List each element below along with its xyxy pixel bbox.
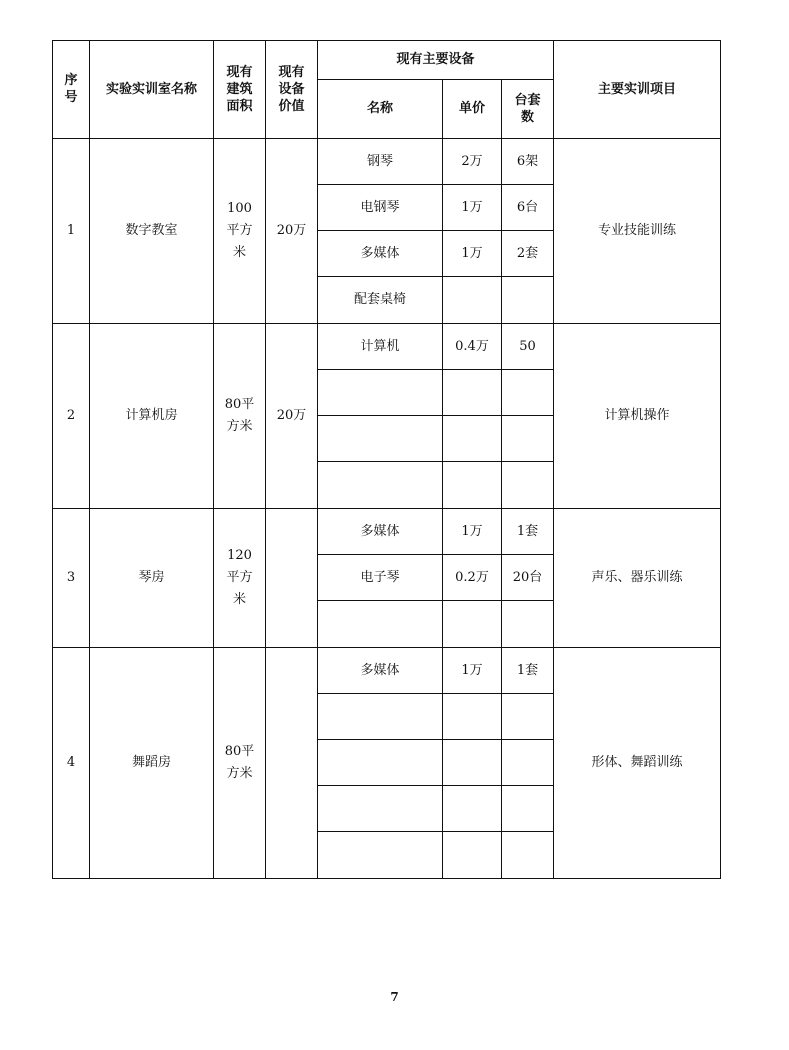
equipment-price — [443, 832, 502, 879]
equipment-price — [443, 601, 502, 648]
row-seq: 4 — [53, 648, 90, 879]
equipment-count — [502, 416, 554, 462]
equipment-count — [502, 786, 554, 832]
equipment-price: 0.2万 — [443, 555, 502, 601]
equipment-count: 1套 — [502, 648, 554, 694]
equipment-price — [443, 462, 502, 509]
equipment-count: 20台 — [502, 555, 554, 601]
equipment-price — [443, 370, 502, 416]
equipment-count — [502, 277, 554, 324]
equipment-count — [502, 370, 554, 416]
header-seq: 序号 — [53, 41, 90, 139]
header-value: 现有设备价值 — [266, 41, 318, 139]
row-room-name: 计算机房 — [90, 324, 214, 509]
header-area: 现有建筑面积 — [214, 41, 266, 139]
equipment-price — [443, 416, 502, 462]
equipment-count — [502, 462, 554, 509]
equipment-price: 1万 — [443, 509, 502, 555]
row-project: 声乐、器乐训练 — [554, 509, 721, 648]
row-value: 20万 — [266, 139, 318, 324]
equipment-name: 多媒体 — [318, 509, 443, 555]
equipment-name: 多媒体 — [318, 231, 443, 277]
row-area: 120平方米 — [214, 509, 266, 648]
row-project: 专业技能训练 — [554, 139, 721, 324]
equipment-name: 多媒体 — [318, 648, 443, 694]
row-area: 80平方米 — [214, 324, 266, 509]
row-area: 100平方米 — [214, 139, 266, 324]
equipment-name — [318, 786, 443, 832]
table-row — [53, 324, 721, 370]
table-row — [53, 648, 721, 694]
equipment-price — [443, 277, 502, 324]
equipment-price — [443, 694, 502, 740]
equipment-count — [502, 694, 554, 740]
equipment-name — [318, 740, 443, 786]
equipment-name — [318, 462, 443, 509]
equipment-count: 50 — [502, 324, 554, 370]
equipment-count: 2套 — [502, 231, 554, 277]
equipment-count — [502, 832, 554, 879]
equipment-name: 电子琴 — [318, 555, 443, 601]
table-row — [53, 139, 721, 185]
row-value — [266, 509, 318, 648]
equipment-name — [318, 832, 443, 879]
row-room-name: 琴房 — [90, 509, 214, 648]
row-seq: 2 — [53, 324, 90, 509]
equipment-price: 1万 — [443, 185, 502, 231]
equipment-count — [502, 601, 554, 648]
row-seq: 1 — [53, 139, 90, 324]
row-value — [266, 648, 318, 879]
equipment-count: 6台 — [502, 185, 554, 231]
row-project: 形体、舞蹈训练 — [554, 648, 721, 879]
equipment-price: 0.4万 — [443, 324, 502, 370]
header-room: 实验实训室名称 — [90, 41, 214, 139]
row-room-name: 舞蹈房 — [90, 648, 214, 879]
row-value: 20万 — [266, 324, 318, 509]
header-eq-count: 台套数 — [502, 80, 554, 139]
equipment-price — [443, 740, 502, 786]
equipment-name — [318, 694, 443, 740]
equipment-name — [318, 601, 443, 648]
row-seq: 3 — [53, 509, 90, 648]
equipment-price — [443, 786, 502, 832]
header-eq-price: 单价 — [443, 80, 502, 139]
header-project: 主要实训项目 — [554, 41, 721, 139]
equipment-count — [502, 740, 554, 786]
equipment-name — [318, 416, 443, 462]
row-area: 80平方米 — [214, 648, 266, 879]
row-room-name: 数字教室 — [90, 139, 214, 324]
equipment-name: 配套桌椅 — [318, 277, 443, 324]
equipment-count: 6架 — [502, 139, 554, 185]
header-equipment: 现有主要设备 — [318, 41, 554, 80]
equipment-price: 2万 — [443, 139, 502, 185]
equipment-count: 1套 — [502, 509, 554, 555]
header-eq-name: 名称 — [318, 80, 443, 139]
page-number: 7 — [390, 990, 399, 1004]
row-project: 计算机操作 — [554, 324, 721, 509]
equipment-price: 1万 — [443, 648, 502, 694]
equipment-name — [318, 370, 443, 416]
table-row — [53, 509, 721, 555]
lab-equipment-table — [52, 40, 721, 879]
equipment-name: 电钢琴 — [318, 185, 443, 231]
equipment-name: 钢琴 — [318, 139, 443, 185]
equipment-price: 1万 — [443, 231, 502, 277]
equipment-name: 计算机 — [318, 324, 443, 370]
